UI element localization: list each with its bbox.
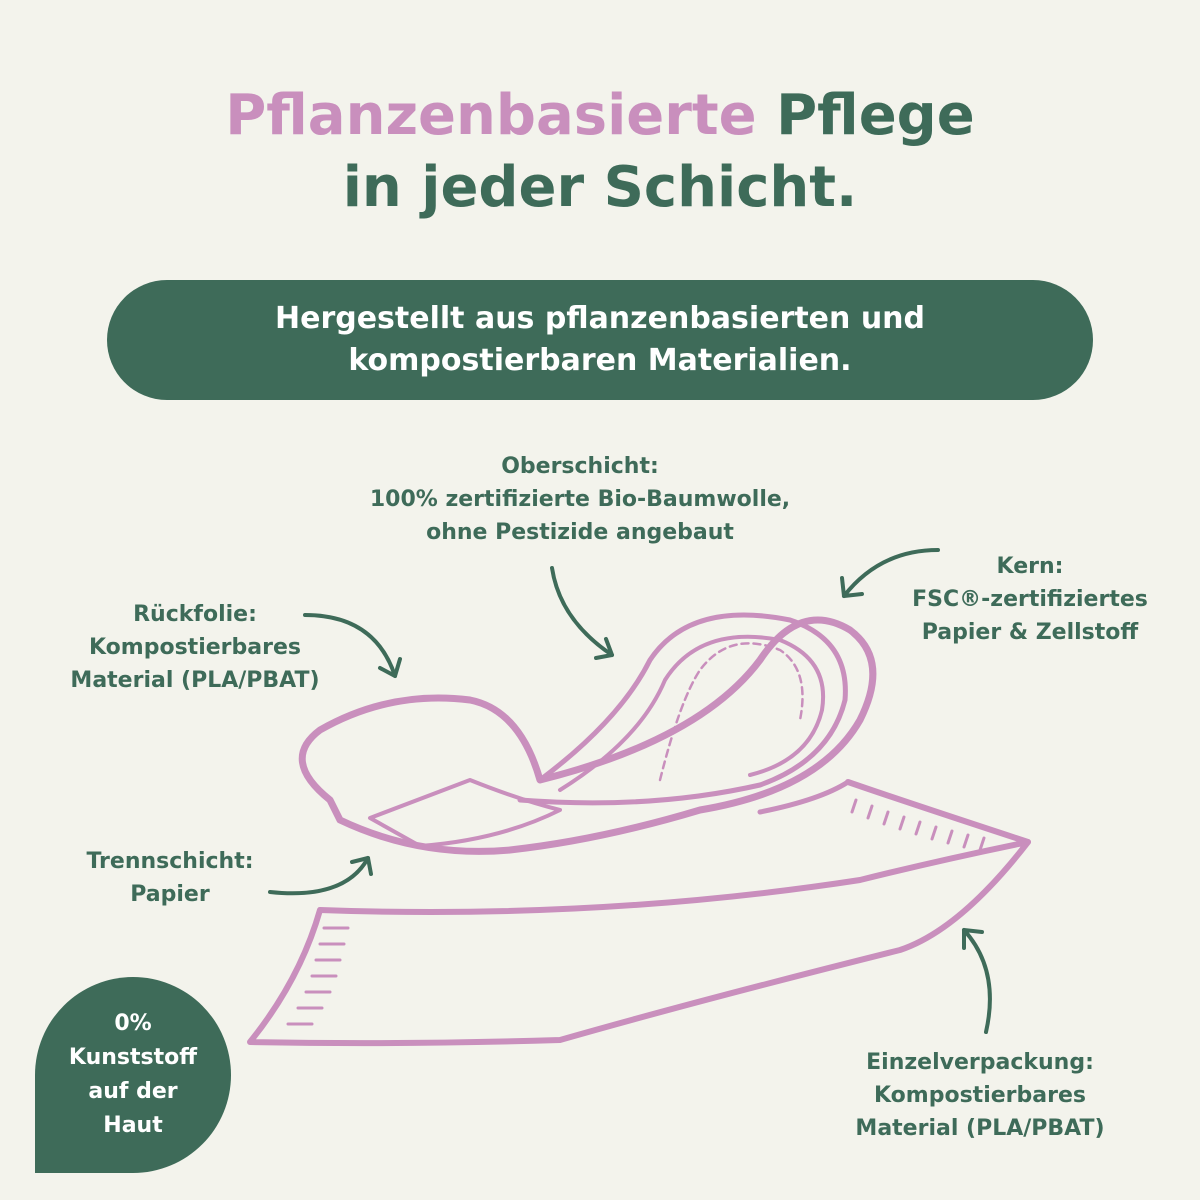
headline-highlight: Pflanzenbasierte bbox=[225, 83, 757, 148]
label-kern-line-1: FSC®-zertifiziertes bbox=[912, 587, 1148, 612]
arrow-oberschicht bbox=[552, 568, 612, 658]
label-rueckfolie-title: Rückfolie: bbox=[133, 602, 257, 627]
banner-line-2: kompostierbaren Materialien. bbox=[348, 343, 852, 378]
label-trennschicht-title: Trennschicht: bbox=[86, 849, 254, 874]
wrapper-illustration bbox=[250, 782, 1028, 1043]
label-trennschicht-line-1: Papier bbox=[130, 882, 210, 907]
label-trennschicht bbox=[60, 845, 280, 911]
banner-line-1: Hergestellt aus pflanzenbasierten und bbox=[274, 301, 926, 336]
label-oberschicht-line-1: 100% zertifizierte Bio-Baumwolle, bbox=[369, 487, 791, 512]
label-einzelverpackung bbox=[815, 1046, 1145, 1145]
label-oberschicht-title: Oberschicht: bbox=[501, 454, 659, 479]
badge-line-1: 0% bbox=[114, 1011, 152, 1036]
arrow-einzelverpackung bbox=[964, 930, 990, 1032]
release-paper-illustration bbox=[370, 780, 560, 846]
badge-line-3: auf der bbox=[88, 1079, 178, 1104]
pad-illustration bbox=[302, 615, 873, 851]
label-oberschicht-line-2: ohne Pestizide angebaut bbox=[426, 520, 734, 545]
badge-line-4: Haut bbox=[103, 1113, 163, 1138]
badge-line-2: Kunststoff bbox=[68, 1045, 198, 1070]
label-oberschicht bbox=[330, 450, 830, 549]
label-einzelverpackung-line-2: Material (PLA/PBAT) bbox=[855, 1116, 1105, 1141]
label-rueckfolie bbox=[45, 598, 345, 697]
headline-line-2: in jeder Schicht. bbox=[342, 155, 858, 220]
label-kern-line-2: Papier & Zellstoff bbox=[921, 620, 1139, 645]
headline-word-pflege: Pflege bbox=[776, 83, 975, 148]
label-rueckfolie-line-2: Material (PLA/PBAT) bbox=[70, 668, 320, 693]
plastic-free-badge bbox=[35, 977, 231, 1173]
label-kern bbox=[880, 550, 1180, 649]
label-einzelverpackung-line-1: Kompostierbares bbox=[874, 1083, 1086, 1108]
label-kern-title: Kern: bbox=[996, 554, 1064, 579]
arrow-trennschicht bbox=[270, 858, 371, 893]
label-rueckfolie-line-1: Kompostierbares bbox=[89, 635, 301, 660]
label-einzelverpackung-title: Einzelverpackung: bbox=[866, 1050, 1094, 1075]
